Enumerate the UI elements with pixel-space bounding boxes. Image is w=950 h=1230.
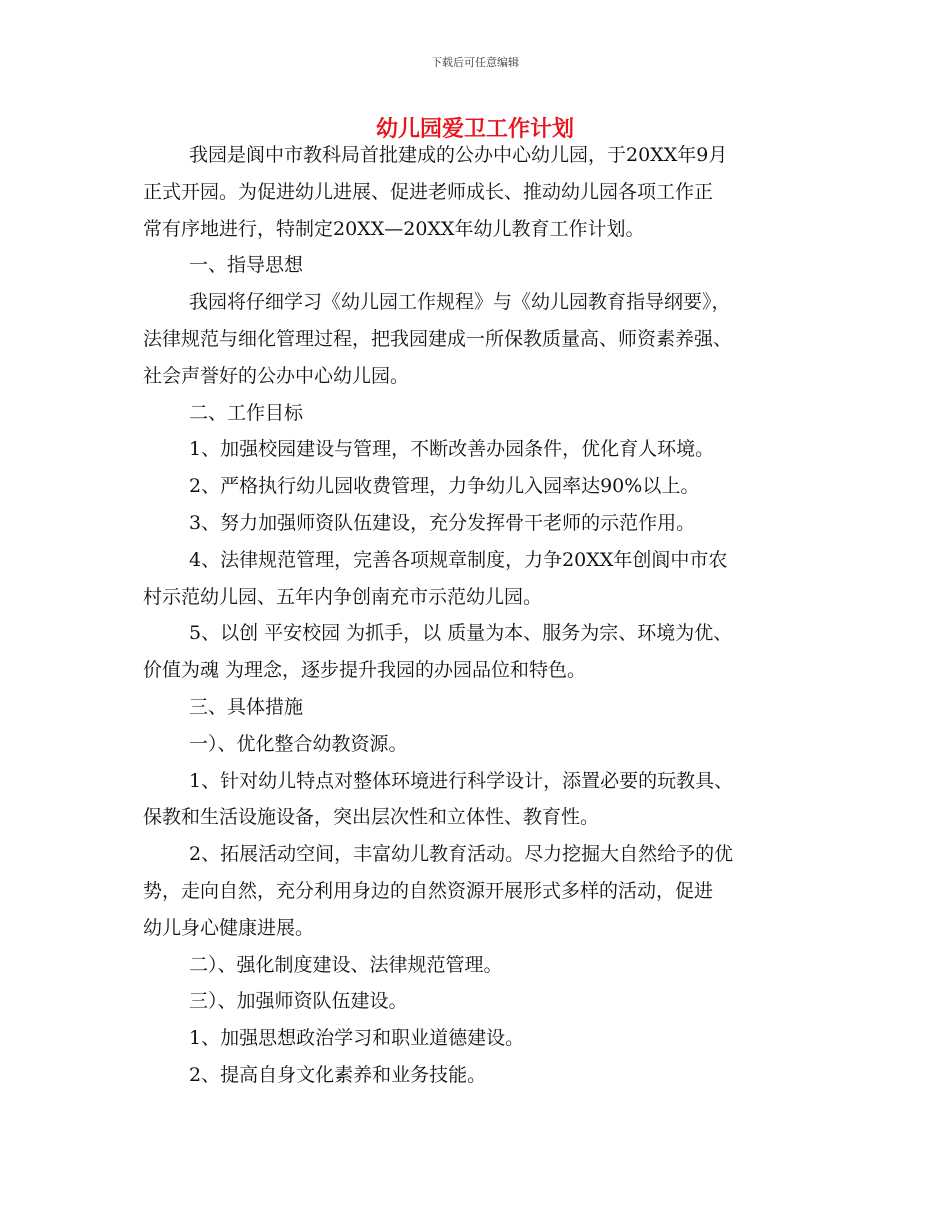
section-heading: 一、指导思想 xyxy=(189,254,304,277)
section-heading: 三、具体措施 xyxy=(189,695,304,718)
section-heading: 二、工作目标 xyxy=(189,401,304,424)
page-header-note: 下载后可任意编辑 xyxy=(431,56,519,69)
list-item: 2、提高自身文化素养和业务技能。 xyxy=(189,1063,487,1086)
text-line: 我园将仔细学习《幼儿园工作规程》与《幼儿园教育指导纲要》， xyxy=(189,291,731,314)
text-line: 我园是阆中市教科局首批建成的公办中心幼儿园，于20XX年9月 xyxy=(189,144,728,166)
text-line: 保教和生活设施设备，突出层次性和立体性、教育性。 xyxy=(143,806,600,829)
text-line: 社会声誉好的公办中心幼儿园。 xyxy=(143,364,410,387)
document-title: 幼儿园爱卫工作计划 xyxy=(375,117,574,142)
text-line: 价值为魂 为理念，逐步提升我园的办园品位和特色。 xyxy=(143,659,587,682)
text-line: 势，走向自然，充分利用身边的自然资源开展形式多样的活动，促进 xyxy=(143,879,714,902)
text-line: 常有序地进行，特制定20XX—20XX年幼儿教育工作计划。 xyxy=(143,217,645,240)
list-item: 3、努力加强师资队伍建设，充分发挥骨干老师的示范作用。 xyxy=(189,511,696,534)
text-line: 正式开园。为促进幼儿进展、促进老师成长、推动幼儿园各项工作正 xyxy=(143,180,714,203)
subsection-heading: 二）、强化制度建设、法律规范管理。 xyxy=(189,953,503,976)
list-item: 2、拓展活动空间，丰富幼儿教育活动。尽力挖掘大自然给予的优 xyxy=(189,843,734,866)
list-item: 1、加强校园建设与管理，不断改善办园条件，优化育人环境。 xyxy=(189,438,715,461)
text-line: 幼儿身心健康进展。 xyxy=(143,916,315,939)
subsection-heading: 一）、优化整合幼教资源。 xyxy=(189,732,408,755)
list-item: 1、针对幼儿特点对整体环境进行科学设计，添置必要的玩教具、 xyxy=(189,769,734,792)
list-item: 1、加强思想政治学习和职业道德建设。 xyxy=(189,1027,525,1050)
list-item: 2、严格执行幼儿园收费管理，力争幼儿入园率达90%以上。 xyxy=(189,475,700,498)
list-item: 5、以创 平安校园 为抓手，以 质量为本、服务为宗、环境为优、 xyxy=(189,622,733,645)
list-item: 4、法律规范管理，完善各项规章制度，力争20XX年创阆中市农 xyxy=(189,548,728,571)
text-line: 村示范幼儿园、五年内争创南充市示范幼儿园。 xyxy=(143,585,543,608)
text-line: 法律规范与细化管理过程，把我园建成一所保教质量高、师资素养强、 xyxy=(143,327,733,350)
document-body xyxy=(143,137,815,1094)
subsection-heading: 三）、加强师资队伍建设。 xyxy=(189,990,408,1013)
